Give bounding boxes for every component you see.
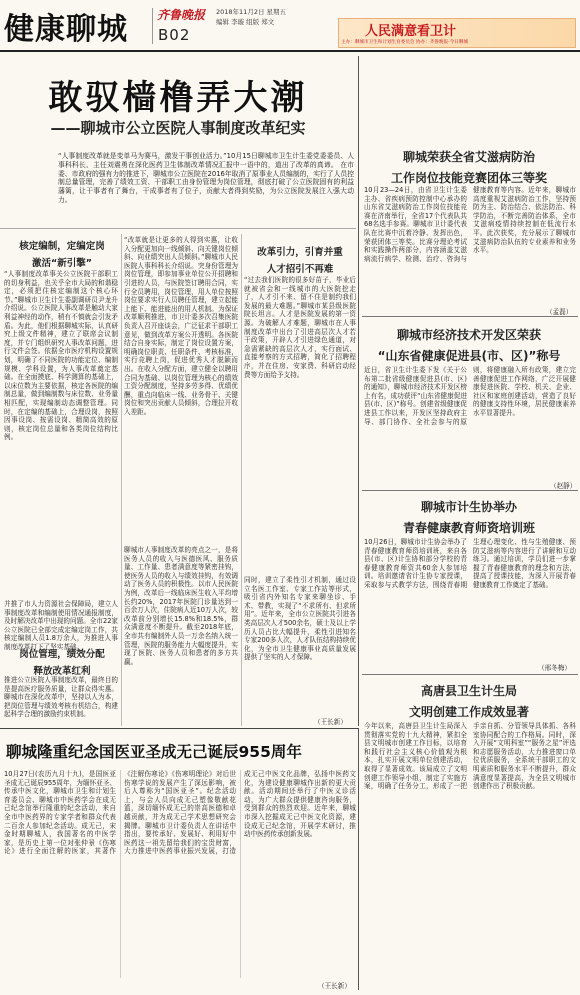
section-heading-1: 核定编制，定编定岗 激活“新引擎” bbox=[19, 241, 105, 269]
lead-body-col1: “人事制度改革事关公立医院干部职工的切身利益，也关乎全市大局的和谐稳定，必须把住核定编制这个核心环节。”聊城市卫生计生委副调研员尹龙升介绍说。公立医院人事改革是触动大家利益神经的动作，稍有不慎就会引发矛盾。为此，他们根据聊城实际，认真研究上级文件精神，建立了联席会议制度，并专门组织研究人事改革问题，进行文件会签。依据全市医疗机构设置规划，明确了不同医院的功能定位、编制规模、学科设置，为人事改革奠定基础。在全面摸底、科学测算的基础上，以床位数为主要依据，核定各医院的编制总量，做到编制数与床位数、业务量相匹配，实现编制动态调整管理。同时，在定编的基础上，合理设岗，按照因事设岗、按需设岗、精简高效的原则，核定岗位总量和各类岗位结构比例。 bbox=[4, 270, 118, 442]
right-article-3-source: （邢冬梅） bbox=[538, 664, 571, 672]
lead-body-s2: 推进公立医院人事制度改革，最终目的是提高医疗服务质量，让群众得实惠。聊城市在深化改革中，坚持以人为本，把岗位管理与绩效考核有机结合，构建起科学合理的激励约束机制。 bbox=[4, 676, 118, 719]
ad-subtitle: 主办：聊城市卫生和计划生育委员会 协办：齐鲁晚报·今日聊城 bbox=[341, 40, 468, 45]
bottom-source: （王长新） bbox=[318, 982, 351, 990]
lead-intro: “人事制度改革就是变单马为赛马，激发干事创业活力。”10月15日聊城市卫生计生委党委委员、人事科科长、主任刘震勇在深化医药卫生体制改革情况汇报中一语中的，道出了改革的真谛。 在市委、市政府的强有力的推进下，聊城市公立医院在2016年取消了原事业人员编制的，实行了人员控制总量管理，完善了绩效工资、干部职工由身份管理为岗位管理，彻底打破了公立医院固有的利益藩篱，让干事者有了舞台，干成事者有了位子，贡献大者得到奖励，为公立医院发展注入强大动力。 bbox=[58, 152, 354, 204]
right-article-2-title: 聊城市经济技术开发区荣获 “山东省健康促进县(市、区)”称号 bbox=[377, 328, 561, 363]
right-article-2-source: （赵静） bbox=[550, 482, 577, 490]
masthead bbox=[0, 0, 580, 52]
right-article-2-body: 近日，省卫生计生委下发《关于公布第二批省级健康促进县(市、区)的通知》，聊城市经济技术开发区榜上有名，成功获评“山东省健康促进县(市、区)”称号。创建省级健康促进县工作以来，开发区坚持政府主导、部门协作、全社会参与的原则，将健康融入所有政策，建立完善健康促进工作网络，广泛开展健康促进医院、学校、机关、企业、社区和家庭创建活动，营造了良好的健康支持性环境，居民健康素养水平显著提升。 bbox=[364, 366, 576, 426]
lead-body-col1b: 并推了市人力资源社会保障局，建立人事制度改革和编制使用情况通报制度，及时解决改革中出现的问题。全市22家公立医院已全部完成定编定岗工作，共核定编制人员1.8万余人，为推进人事制度改革打下了坚实基础。 bbox=[4, 600, 118, 651]
section-title: 健康聊城 bbox=[4, 12, 128, 47]
right-article-4-body: 今年以来，高唐县卫生计生局深入贯彻落实党的十九大精神，紧扣全县文明城市创建工作目标，以培育和践行社会主义核心价值观为根本，扎实开展文明单位创建活动，取得了显著成效。该局成立了文明创建工作领导小组，制定了实施方案，明确了任务分工，形成了一把手亲自抓、分管领导具体抓、各科室协同配合的工作格局。同时，深入开展“文明科室”“服务之星”评选和志愿服务活动，大力推进窗口单位优质服务，全系统干部职工的文明素质和服务水平不断提升，群众满意度显著提高，为全县文明城市创建作出了积极贡献。 bbox=[364, 722, 576, 791]
editor-line: 编辑 李璇 组版 郑文 bbox=[216, 18, 275, 26]
lead-body-col3: “过去我们医院的很多好苗子，毕业后就被省会和一线城市的大医院挖走了，人才引不来、留不住是制约我们发展的最大难题。”聊城市某县级医院院长坦言。人才是医院发展的第一资源。为破解人才难题，聊城市在人事制度改革中出台了引进高层次人才若干政策，开辟人才引进绿色通道，对急需紧缺的高层次人才，实行面试、直接考察的方式招聘，简化了招聘程序，并在住房、安家费、科研启动经费等方面给予支持。 bbox=[244, 276, 356, 379]
right-article-4-title: 高唐县卫生计生局 文明创建工作成效显著 bbox=[408, 684, 529, 719]
date-line: 2018年11月2日 星期五 bbox=[216, 8, 287, 16]
paper-logo: 齐鲁晚报 bbox=[157, 8, 206, 22]
right-article-3-body: 10月26日，聊城市计生协会举办了青春健康教育师资培训班，来自各县(市、区)计生协和部分学校的青春健康教育师资共60余人参加培训。培训邀请省计生协专家授课，采取参与式教学方法，围绕青春期生理心理变化、性与生殖健康、预防艾滋病等内容进行了讲解和互动练习。通过培训，学员们进一步掌握了青春健康教育的理念和方法，提高了授课技能，为深入开展青春健康教育工作奠定了基础。 bbox=[364, 538, 576, 589]
section-heading-3: 改革引力，引育并重 人才招引不再难 bbox=[257, 247, 343, 275]
right-article-3-title: 聊城市计生协举办 青春健康教育师资培训班 bbox=[402, 500, 535, 535]
lead-subheadline: ——聊城市公立医院人事制度改革纪实 bbox=[50, 119, 306, 137]
lead-headline: 敢驭樯橹弄大潮 bbox=[48, 78, 308, 118]
right-article-1-body: 10月23—24日，由省卫生计生委主办、省疾病预防控制中心承办的山东省艾滋病防治工作岗位技能竞赛在济南举行，全省17个代表队共68名选手参赛。聊城市卫计委代表队在比赛中沉着冷静、发挥出色，荣获团体三等奖。比赛分理论考试和实践操作两部分，内容涵盖艾滋病流行病学、检测、治疗、咨询与健康教育等内容。近年来，聊城市高度重视艾滋病防治工作，坚持预防为主、防治结合、依法防治、科学防治，不断完善防治体系，全市艾滋病疫情持续控制在低流行水平。此次获奖，充分展示了聊城市艾滋病防治队伍的专业素养和业务水平。 bbox=[364, 186, 576, 263]
lead-body-col3b: 同时，建立了柔性引才机制，通过设立名医工作室、专家工作站等形式，吸引省内外知名专家来聊坐诊、手术、带教，实现了“不求所有、但求所用”。近年来，全市公立医院共引进各类高层次人才500余名，硕士及以上学历人员占比大幅提升，柔性引进知名专家200多人次，人才队伍结构持续优化，为全市卫生健康事业高质量发展提供了坚实的人才保障。 bbox=[244, 576, 356, 662]
lead-body-col2b: 聊城市人事制度改革的亮点之一，是将医务人员的收入与医德医风、服务质量、工作量、患者满意度等紧密挂钩，使医务人员的收入与绩效挂钩，有效调动了医务人员的积极性。以市人民医院为例，改革后一线临床医生收入平均增长约20%，2017年医院门诊量达到一百余万人次，住院病人近10万人次，较改革前分别增长15.8%和18.5%，群众满意度不断提升。截至2018年底，全市共有编制外人员一万余名纳入统一管理，医院的服务能力大幅度提升，实现了医院、医务人员和患者的多方共赢。 bbox=[124, 546, 238, 666]
section-heading-2: 岗位管理，绩效分配 释放改革红利 bbox=[19, 649, 105, 677]
page-number: B02 bbox=[158, 26, 191, 44]
masthead-ad-banner bbox=[338, 18, 576, 48]
bottom-body: 10月27日(农历九月十九)，是国医亚圣成无己诞辰955周年，为缅怀亚圣、传承中医文化，聊城市卫生和计划生育委员会、聊城市中医药学会在成无己纪念馆举行隆重的纪念活动，来自全市中医药界的专家学者和群众代表二百余人参加纪念活动。成无己，宋金时期聊城人，我国著名的中医学家，是历史上第一位对张仲景《伤寒论》进行全面注解的医家，其著作《注解伤寒论》《伤寒明理论》对后世伤寒学说的发展产生了深远影响，被后人尊称为“国医亚圣”。纪念活动上，与会人员向成无己塑像敬献花篮，深切缅怀成无己的崇高医德和卓越贡献，并为成无己学术思想研究会揭牌。聊城市卫计委负责人在讲话中指出，要传承好、发展好、利用好中医药这一祖先留给我们的宝贵财富，大力推进中医药事业振兴发展，打造成无己中医文化品牌，弘扬中医药文化，为建设健康聊城作出新的更大贡献。活动期间还举行了中医义诊活动，为广大群众提供健康咨询服务，受到群众的热烈欢迎。近年来，聊城市深入挖掘成无己中医文化资源，建设成无己纪念馆，开展学术研讨，推动中医药传承创新发展。 bbox=[4, 770, 356, 856]
lead-body-col2: “改革就是让更多的人得到实惠，让收入分配更加向一线倾斜、向关键岗位倾斜、向业绩突出人员倾斜。”聊城市人民医院人事科科长介绍说。突身份管理为岗位管理，即参加事业单位公开招聘和引进的人员，与医院签订聘用合同，实行全员聘用，岗位管理，用人单位按照岗位要求实行人员聘任管理，建立起能上能下、能进能出的用人机制。为保证改革顺利推进，市卫计委多次召集医院负责人召开座谈会，广泛征求干部职工意见，做到改革方案公开透明。各医院结合自身实际，制定了岗位设置方案，明确岗位职责、任职条件、考核标准，实行竞聘上岗，促进优秀人才脱颖而出。在收入分配方面，建立健全以聘用合同为基础、以岗位管理为核心的绩效工资分配制度，坚持多劳多得、优绩优酬，重点向临床一线、业务骨干、关键岗位和突出贡献人员倾斜，合理拉开收入差距。 bbox=[124, 236, 238, 416]
ad-title: 人民满意看卫计 bbox=[365, 24, 457, 39]
bottom-headline: 聊城隆重纪念国医亚圣成无己诞辰955周年 bbox=[6, 743, 302, 761]
lead-source: （王长新） bbox=[314, 718, 347, 726]
right-article-1-source: （孟磊） bbox=[546, 308, 573, 316]
right-article-1-title: 聊城荣获全省艾滋病防治 工作岗位技能竞赛团体三等奖 bbox=[390, 150, 547, 185]
